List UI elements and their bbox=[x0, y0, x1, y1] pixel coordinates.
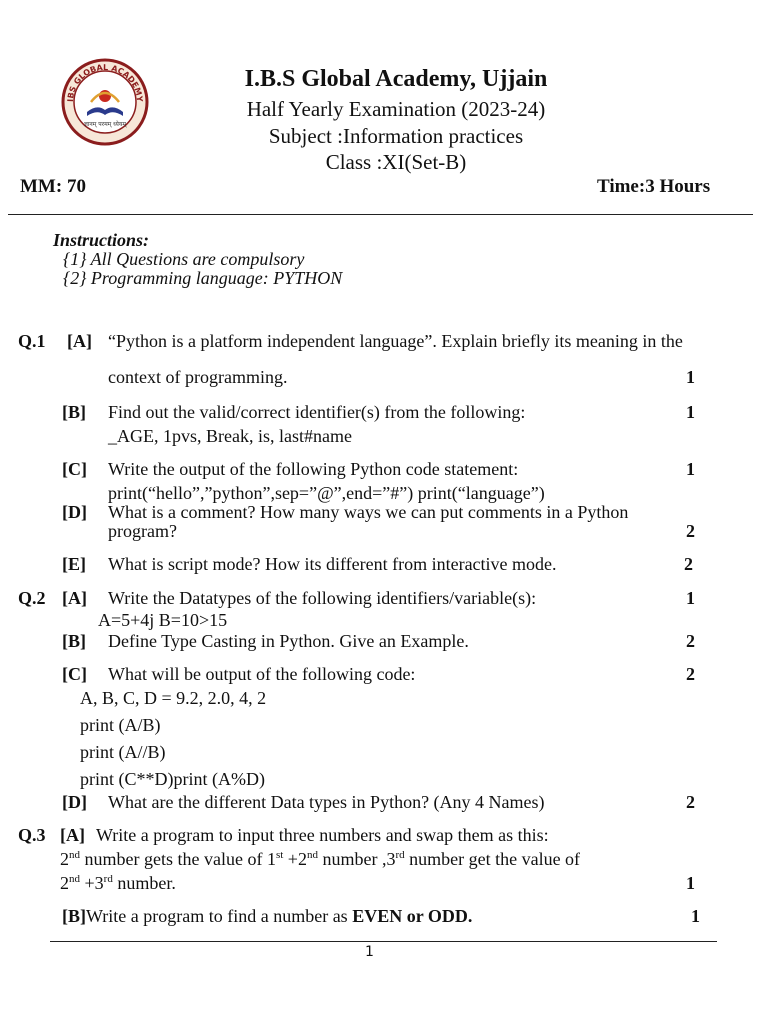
subject-line: Subject :Information practices bbox=[268, 124, 524, 148]
code-line: print (C**D)print (A%D) bbox=[80, 769, 265, 789]
marks: 2 bbox=[684, 554, 693, 574]
part-tag: [B] bbox=[62, 402, 86, 422]
marks: 2 bbox=[686, 631, 695, 651]
question-text: Define Type Casting in Python. Give an Example. bbox=[108, 631, 469, 651]
part-tag: [D] bbox=[62, 792, 87, 812]
question-text: 2nd number gets the value of 1st +2nd number ,3rd number get the value of bbox=[60, 849, 581, 869]
question-text: Write a program to input three numbers and swap them as this: bbox=[96, 825, 549, 845]
question-text: 2nd +3rd number. bbox=[60, 873, 176, 893]
marks: 2 bbox=[686, 664, 695, 684]
code-line: print (A//B) bbox=[80, 742, 166, 762]
logo-motto: ज्ञानम् परमम् ध्येयम् bbox=[84, 121, 126, 128]
question-number: Q.3 bbox=[18, 825, 46, 845]
instructions-heading: Instructions: bbox=[53, 230, 150, 250]
part-tag: [C] bbox=[62, 664, 87, 684]
question-number: Q.1 bbox=[18, 331, 46, 351]
logo-ring-text: IBS GLOBAL ACADEMY bbox=[65, 62, 145, 103]
page-number: 1 bbox=[365, 944, 374, 960]
question-text: What is script mode? How its different from interactive mode. bbox=[108, 554, 557, 574]
time-allowed: Time:3 Hours bbox=[597, 176, 711, 197]
marks: 1 bbox=[686, 588, 695, 608]
marks: 2 bbox=[686, 521, 695, 541]
code-line: print (A/B) bbox=[80, 715, 161, 735]
instruction-item: {2} Programming language: PYTHON bbox=[63, 268, 343, 288]
part-tag: [D] bbox=[62, 502, 87, 522]
marks: 1 bbox=[686, 367, 695, 387]
question-text: _AGE, 1pvs, Break, is, last#name bbox=[108, 426, 352, 446]
exam-title: Half Yearly Examination (2023-24) bbox=[246, 97, 546, 121]
question-text: What is a comment? How many ways we can put comments in a Python bbox=[108, 502, 629, 522]
instruction-item: {1} All Questions are compulsory bbox=[63, 249, 305, 269]
question-text: “Python is a platform independent language”. Explain briefly its meaning in the bbox=[108, 331, 683, 351]
question-text: Write the output of the following Python code statement: bbox=[108, 459, 519, 479]
part-tag: [B] bbox=[62, 631, 86, 651]
marks: 1 bbox=[686, 873, 695, 893]
part-tag: [A] bbox=[62, 588, 87, 608]
question-text: What will be output of the following code: bbox=[108, 664, 416, 684]
marks: 1 bbox=[691, 906, 700, 926]
footer-divider bbox=[50, 941, 717, 942]
question-text: context of programming. bbox=[108, 367, 288, 387]
question-text: A=5+4j B=10>15 bbox=[98, 610, 228, 630]
school-name: I.B.S Global Academy, Ujjain bbox=[244, 66, 548, 92]
question-text: program? bbox=[108, 521, 177, 541]
question-text: What are the different Data types in Python? (Any 4 Names) bbox=[108, 792, 545, 812]
question-text: Write the Datatypes of the following identifiers/variable(s): bbox=[108, 588, 537, 608]
question-text: Find out the valid/correct identifier(s) from the following: bbox=[108, 402, 526, 422]
marks: 2 bbox=[686, 792, 695, 812]
part-tag: [E] bbox=[62, 554, 86, 574]
question-text: [B]Write a program to find a number as EVEN or ODD. bbox=[62, 906, 473, 926]
max-marks: MM: 70 bbox=[20, 176, 86, 197]
question-number: Q.2 bbox=[18, 588, 46, 608]
part-tag: [A] bbox=[67, 331, 92, 351]
part-tag: [C] bbox=[62, 459, 87, 479]
marks: 1 bbox=[686, 459, 695, 479]
header-divider bbox=[8, 214, 753, 215]
marks: 1 bbox=[686, 402, 695, 422]
code-line: print(“hello”,”python”,sep=”@”,end=”#”) print(“language”) bbox=[108, 483, 545, 503]
part-tag: [A] bbox=[60, 825, 85, 845]
code-line: A, B, C, D = 9.2, 2.0, 4, 2 bbox=[80, 688, 267, 708]
class-line: Class :XI(Set-B) bbox=[325, 150, 467, 174]
